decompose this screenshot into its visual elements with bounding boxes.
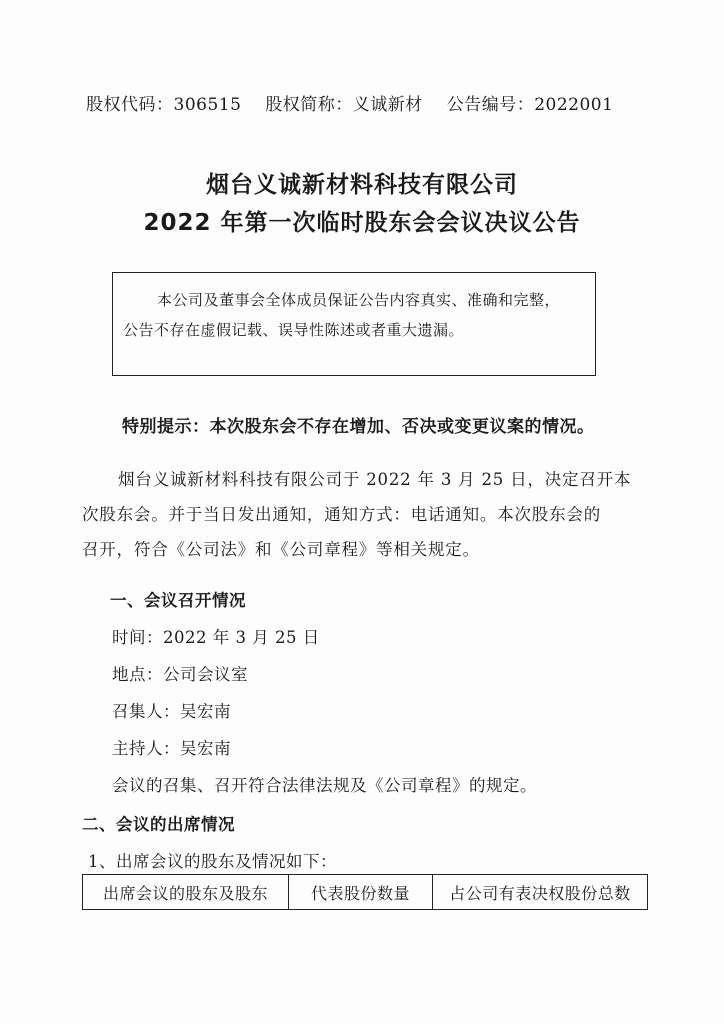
disclaimer-line-2: 公告不存在虚假记载、误导性陈述或者重大遗漏。 <box>123 321 465 339</box>
intro-line-1: 烟台义诚新材料科技有限公司于 2022 年 3 月 25 日，决定召开本 <box>118 470 632 489</box>
intro-paragraph <box>82 462 642 567</box>
section2-heading: 二、会议的出席情况 <box>82 815 235 834</box>
section1-heading: 一、会议召开情况 <box>110 591 246 610</box>
table-header-percentage: 占公司有表决权股份总数 <box>449 883 631 903</box>
announcement-number: 公告编号：2022001 <box>446 95 614 115</box>
announcement-title: 2022 年第一次临时股东会会议决议公告 <box>143 210 581 236</box>
meeting-convener: 召集人：吴宏南 <box>112 702 231 721</box>
section2-subheading: 1、出席会议的股东及情况如下： <box>88 852 337 871</box>
announcement-header <box>86 90 613 115</box>
stock-short-name: 股权简称：义诚新材 <box>265 95 423 115</box>
attendance-table <box>82 874 648 910</box>
meeting-host: 主持人：吴宏南 <box>112 739 231 758</box>
disclaimer-line-1: 本公司及董事会全体成员保证公告内容真实、准确和完整， <box>157 291 561 309</box>
meeting-compliance: 会议的召集、召开符合法律法规及《公司章程》的规定。 <box>112 776 537 795</box>
intro-line-3: 召开，符合《公司法》和《公司章程》等相关规定。 <box>82 540 480 559</box>
table-header-shares: 代表股份数量 <box>289 875 433 909</box>
intro-line-2: 次股东会。并于当日发出通知，通知方式：电话通知。本次股东会的 <box>82 505 601 524</box>
stock-code: 股权代码：306515 <box>86 95 242 115</box>
disclaimer-box <box>112 272 596 376</box>
meeting-time: 时间：2022 年 3 月 25 日 <box>112 628 320 647</box>
meeting-location: 地点：公司会议室 <box>112 665 248 684</box>
table-header-shareholders: 出席会议的股东及股东 <box>83 875 289 909</box>
special-note: 特别提示：本次股东会不存在增加、否决或变更议案的情况。 <box>122 417 595 437</box>
company-title: 烟台义诚新材料科技有限公司 <box>206 172 518 198</box>
